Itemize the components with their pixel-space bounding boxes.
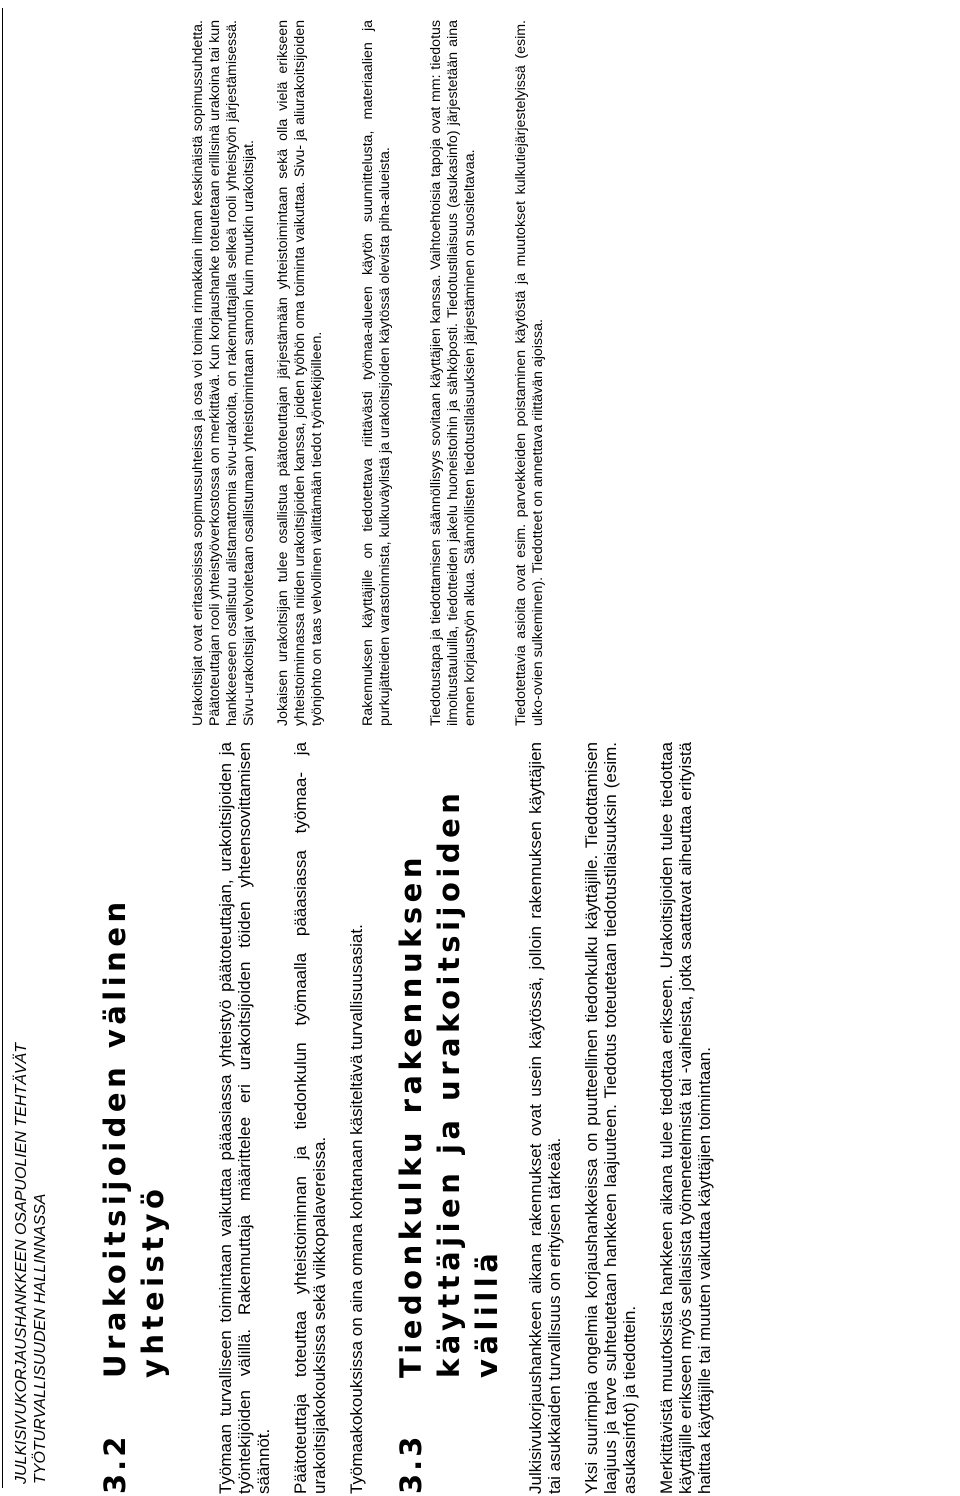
paragraph: Päätoteuttaja toteuttaa yhteistoiminnan ja tiedonkulun työmaalla pääasiassa työmaa- ja urakoitsijakokouksissa sekä viikkopalavereissa. [291,742,329,1494]
paragraph: Jokaisen urakoitsijan tulee osallistua päätoteuttajan järjestämään yhteistoimintaan sekä olla vielä erikseen yhteistoiminnassa niiden urakoitsijoiden kanssa, joiden työhön oma toiminta vaikuttaa. Sivu- ja aliurakoitsijoiden työnjohto on taas velvollinen välittämään tiedot työntekijöilleen. [275,20,325,726]
running-head-line-1: JULKISIVUKORJAUSHANKKEEN OSAPUOLIEN TEHTÄVÄT [13,1043,30,1484]
paragraph: Tiedotettavia asioita ovat esim. parvekkeiden poistaminen käytöstä ja muutokset kulkutiejärjestelyissä (esim. ulko-ovien sulkeminen). Tiedotteet on annettava riittävän ajoissa. [513,20,546,726]
section-title-line-1: Tiedonkulku rakennuksen [394,853,428,1378]
section-title-line-1: Urakoitsijoiden välinen [98,897,132,1378]
header-rule [2,8,3,1488]
running-head [12,784,50,1484]
paragraph: Työmaan turvalliseen toimintaan vaikuttaa pääasiassa yhteistyö päätoteuttajan, urakoitsijoiden ja työntekijöiden välillä. Rakennuttaja määrittelee eri urakoitsijoiden töiden yhteensovittamisen säännöt. [216,742,273,1494]
paragraph: Yksi suurimpia ongelmia korjaushankkeissa on puutteellinen tiedonkulku käyttäjille. Tiedottamisen laajuus ja tarve suhteutetaan hankkeen laajuuteen. Tiedotus toteutetaan tiedotustilaisuuksin (esim. asukasinfot) ja tiedottein. [582,742,639,1494]
section-number: 3.2 [98,1433,132,1494]
paragraph: Julkisivukorjaushankkeen aikana rakennukset ovat usein käytössä, jolloin rakennuksen käyttäjien tai asukkaiden turvallisuus on erityisen tärkeää. [526,742,564,1494]
running-head-line-2: TYÖTURVALLISUUDEN HALLINNASSA [32,1193,49,1484]
section-3-2-heading [96,742,172,1494]
section-number: 3.3 [394,1433,428,1494]
paragraph: Rakennuksen käyttäjille on tiedotettava riittävästi työmaa-alueen käytön suunnittelusta, materiaalien ja purkujätteiden varastoinnista, kulkuväylistä ja urakoitsijoiden käytössä olevista piha-alueista. [360,20,393,726]
paragraph: Merkittävistä muutoksista hankkeen aikana tulee tiedottaa erikseen. Urakoitsijoiden tulee tiedottaa käyttäjille erikseen myös sellaisista työmenetelmistä tai -vaiheista, jotka saattavat aiheuttaa erityistä haittaa käyttäjille tai muuten vaikuttaa käyttäjien toimintaan. [657,742,714,1494]
paragraph: Työmaakokouksissa on aina omana kohtanaan käsiteltävä turvallisuusasiat. [347,924,366,1494]
right-column [190,20,547,726]
section-title-line-3: välillä [470,1248,504,1378]
section-3-3-heading [392,742,506,1494]
paragraph: Tiedotustapa ja tiedottamisen säännöllisyys sovitaan käyttäjien kanssa. Vaihtoehtoisia tapoja ovat mm: tiedotus ilmoitustauluilla, tiedotteiden jakelu huoneistoihin ja sähköposti. Tiedotustilaisuus (asukasinfo) järjestetään aina ennen korjaustyön alkua. Säännöllisten tiedotustilaisuuksien järjestäminen on suositeltavaa. [428,20,478,726]
section-title-line-2: yhteistyö [136,1184,170,1378]
section-title-line-2: käyttäjien ja urakoitsijoiden [432,788,466,1378]
left-column [96,742,714,1494]
paragraph: Urakoitsijat ovat eritasoisissa sopimussuhteissa ja osa voi toimia rinnakkain ilman keskinäistä sopimussuhdetta. Päätoteuttajan rooli yhteistyöverkostossa on merkittävä. Kun korjaushanke toteutetaan erillisinä urakoina tai kun hankkeeseen osallistuu alistamattomia sivu-urakoita, on rakennuttajalla selkeä rooli yhteistyön järjestämisessä. Sivu-urakoitsijat velvoitetaan osallistumaan yhteistoimintaan samoin kuin muutkin urakoitsijat. [190,20,257,726]
